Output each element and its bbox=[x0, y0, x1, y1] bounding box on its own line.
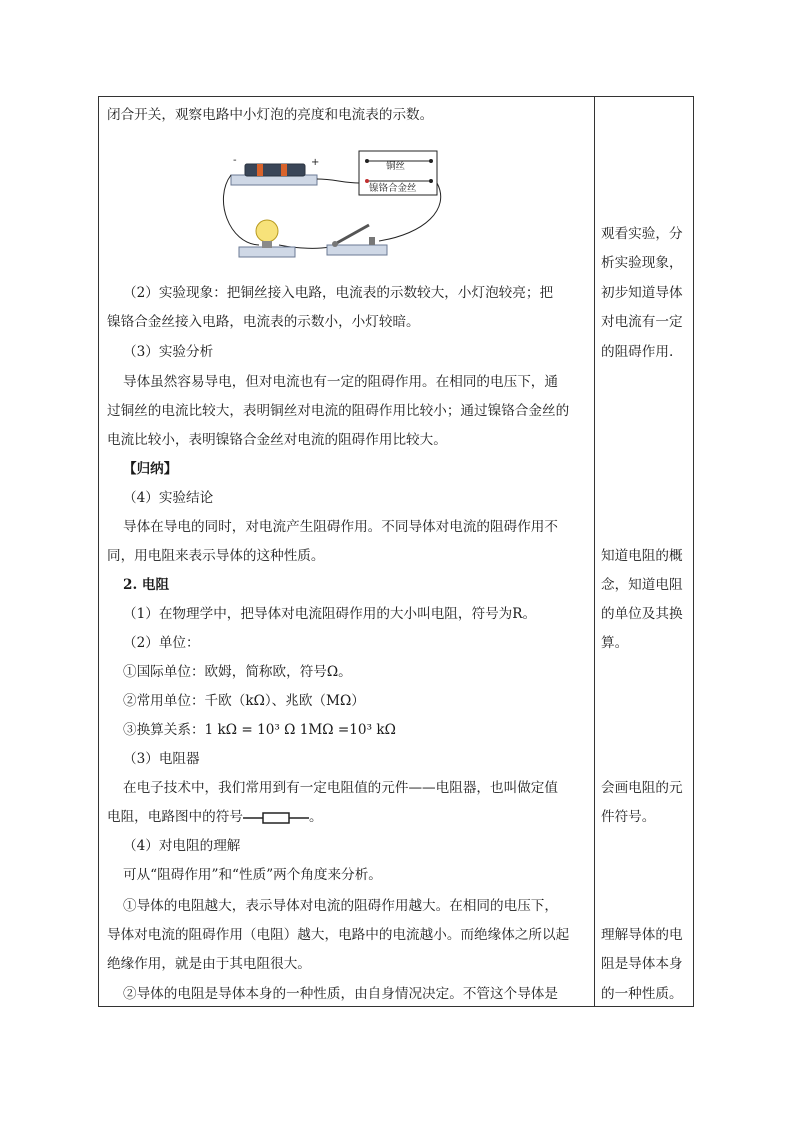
note-line: 的单位及其换 bbox=[601, 606, 683, 622]
terminal-icon bbox=[365, 159, 369, 163]
section-heading: 【归纳】 bbox=[123, 461, 178, 477]
text-line: 导体在导电的同时，对电流产生阻碍作用。不同导体对电流的阻碍作用不 bbox=[123, 519, 558, 535]
text-line: （2）单位： bbox=[123, 635, 200, 651]
text-span: 电阻，电路图中的符号 bbox=[107, 809, 243, 825]
text-line: 绝缘作用，就是由于其电阻很大。 bbox=[107, 956, 311, 972]
text-line: 在电子技术中，我们常用到有一定电阻值的元件——电阻器，也叫做定值 bbox=[123, 780, 558, 796]
text-line: ②常用单位：千欧（kΩ）、兆欧（MΩ） bbox=[123, 693, 365, 709]
text-line: （4）对电阻的理解 bbox=[123, 838, 241, 854]
switch-contact bbox=[369, 237, 375, 245]
wire bbox=[317, 179, 359, 183]
nichrome-label: 镍铬合金丝 bbox=[369, 183, 417, 194]
text-line: （4）实验结论 bbox=[123, 490, 214, 506]
text-line: （3）电阻器 bbox=[123, 751, 200, 767]
text-line: 过铜丝的电流比较大，表明铜丝对电流的阻碍作用比较小；通过镍铬合金丝的 bbox=[107, 403, 570, 419]
note-line: 的阻碍作用. bbox=[601, 344, 674, 360]
note-line: 的一种性质。 bbox=[601, 986, 683, 1002]
note-line: 件符号。 bbox=[601, 809, 656, 825]
text-line: 可从“阻碍作用”和“性质”两个角度来分析。 bbox=[123, 867, 382, 883]
text-line: 闭合开关，观察电路中小灯泡的亮度和电流表的示数。 bbox=[107, 107, 434, 123]
note-line: 析实验现象， bbox=[601, 255, 683, 271]
battery-cell-mark bbox=[281, 164, 287, 176]
copper-label: 铜丝 bbox=[386, 161, 406, 172]
terminal-icon bbox=[429, 159, 433, 163]
text-line: ②导体的电阻是导体本身的一种性质，由自身情况决定。不管这个导体是 bbox=[123, 986, 558, 1002]
note-line: 念，知道电阻 bbox=[601, 577, 683, 593]
text-line: （2）实验现象：把铜丝接入电路，电流表的示数较大，小灯泡较亮；把 bbox=[123, 285, 554, 301]
text-line: （3）实验分析 bbox=[123, 344, 214, 360]
note-line: 会画电阻的元 bbox=[601, 780, 683, 796]
note-line: 初步知道导体 bbox=[601, 285, 683, 301]
text-line: ①国际单位：欧姆，简称欧，符号Ω。 bbox=[123, 664, 352, 680]
plus-label: + bbox=[311, 157, 320, 168]
note-line: 观看实验，分 bbox=[601, 226, 683, 242]
text-span: 。 bbox=[308, 809, 323, 825]
section-heading: 2. 电阻 bbox=[123, 577, 170, 593]
text-line: 同，用电阻来表示导体的这种性质。 bbox=[107, 548, 325, 564]
note-line: 对电流有一定 bbox=[601, 314, 683, 330]
note-line: 算。 bbox=[601, 635, 629, 651]
battery-icon bbox=[245, 164, 305, 176]
lesson-table bbox=[98, 96, 694, 1007]
note-line: 阻是导体本身 bbox=[601, 956, 683, 972]
bulb-icon bbox=[256, 220, 278, 242]
resistor-symbol-icon bbox=[243, 812, 309, 824]
text-line: 镍铬合金丝接入电路，电流表的示数小，小灯较暗。 bbox=[107, 314, 420, 330]
text-line bbox=[107, 807, 323, 827]
circuit-diagram bbox=[219, 149, 449, 269]
text-line: 电流比较小，表明镍铬合金丝对电流的阻碍作用比较大。 bbox=[107, 432, 447, 448]
text-line: ①导体的电阻越大，表示导体对电流的阻碍作用越大。在相同的电压下， bbox=[123, 898, 558, 914]
text-line: 导体对电流的阻碍作用（电阻）越大，电路中的电流越小。而绝缘体之所以起 bbox=[107, 927, 570, 943]
text-line: （1）在物理学中，把导体对电流阻碍作用的大小叫电阻，符号为R。 bbox=[123, 606, 537, 622]
switch-icon bbox=[335, 225, 369, 244]
bulb-base bbox=[239, 247, 295, 257]
switch-pivot bbox=[332, 241, 338, 247]
battery-cell-mark bbox=[257, 164, 263, 176]
column-divider bbox=[594, 97, 595, 1006]
note-line: 理解导体的电 bbox=[601, 927, 683, 943]
minus-label: - bbox=[233, 155, 237, 166]
note-line: 知道电阻的概 bbox=[601, 548, 683, 564]
terminal-icon bbox=[429, 179, 433, 183]
text-line: 导体虽然容易导电，但对电流也有一定的阻碍作用。在相同的电压下，通 bbox=[123, 374, 558, 390]
text-line: ③换算关系：1 kΩ = 10³ Ω 1MΩ =10³ kΩ bbox=[123, 722, 396, 738]
bulb-socket bbox=[262, 241, 272, 248]
